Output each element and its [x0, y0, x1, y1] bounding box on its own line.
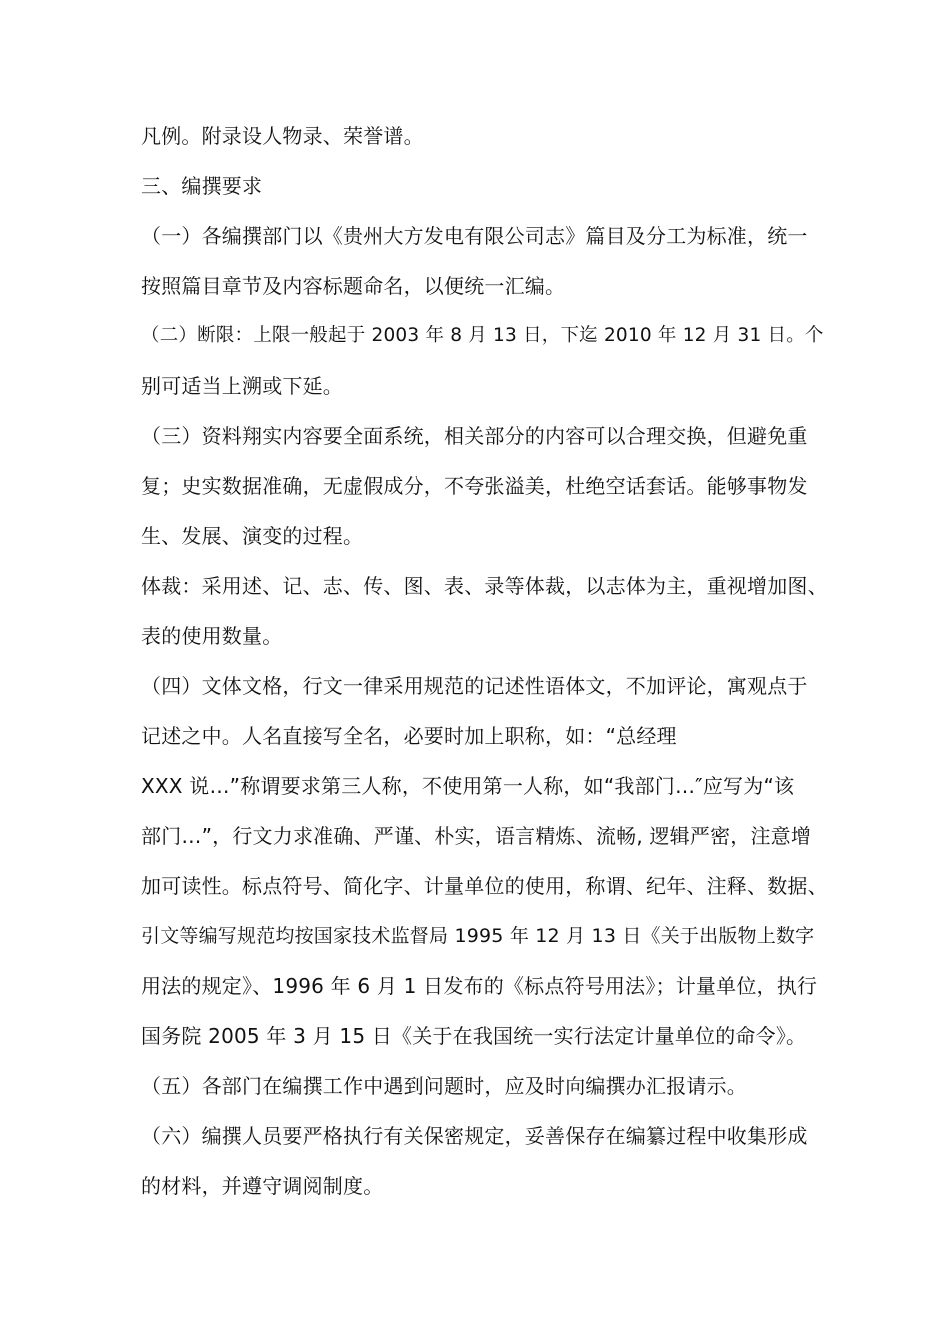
- text-line: XXX 说…”称谓要求第三人称，不使用第一人称，如“我部门…″应写为“该: [141, 774, 795, 798]
- text-line: 国务院 2005 年 3 月 15 日《关于在我国统一实行法定计量单位的命令》。: [141, 1024, 807, 1048]
- text-line: 生、发展、演变的过程。: [141, 524, 364, 548]
- text-line: （五）各部门在编撰工作中遇到问题时，应及时向编撰办汇报请示。: [141, 1074, 747, 1098]
- text-line: 体裁：采用述、记、志、传、图、表、录等体裁，以志体为主，重视增加图、: [141, 574, 828, 598]
- text-line: 复；史实数据准确，无虚假成分，不夸张溢美，杜绝空话套话。能够事物发: [141, 474, 808, 498]
- text-line: 记述之中。人名直接写全名，必要时加上职称，如：“总经理: [141, 724, 677, 748]
- text-line: 用法的规定》、1996 年 6 月 1 日发布的《标点符号用法》；计量单位，执行: [141, 974, 818, 998]
- text-line: （四）文体文格，行文一律采用规范的记述性语体文，不加评论，寓观点于: [141, 674, 808, 698]
- text-line: （二）断限：上限一般起于 2003 年 8 月 13 日，下迄 2010 年 12 月 31 日。个: [141, 325, 824, 346]
- text-line: 别可适当上溯或下延。: [141, 374, 343, 398]
- text-line: 按照篇目章节及内容标题命名，以便统一汇编。: [141, 274, 566, 298]
- text-line: （三）资料翔实内容要全面系统，相关部分的内容可以合理交换，但避免重: [141, 424, 808, 448]
- text-line: （六）编撰人员要严格执行有关保密规定，妥善保存在编纂过程中收集形成: [141, 1124, 808, 1148]
- text-line: 部门…”，行文力求准确、严谨、朴实，语言精炼、流畅, 逻辑严密，注意增: [141, 824, 812, 848]
- text-line: 凡例。附录设人物录、荣誉谱。: [141, 124, 424, 148]
- text-line: （一）各编撰部门以《贵州大方发电有限公司志》篇目及分工为标准，统一: [141, 224, 808, 248]
- text-line: 表的使用数量。: [141, 624, 283, 648]
- text-line: 加可读性。标点符号、简化字、计量单位的使用，称谓、纪年、注释、数据、: [141, 874, 828, 898]
- section-heading: 三、编撰要求: [141, 174, 263, 198]
- text-line: 引文等编写规范均按国家技术监督局 1995 年 12 月 13 日《关于出版物上数字: [141, 925, 815, 947]
- text-line: 的材料，并遵守调阅制度。: [141, 1174, 384, 1198]
